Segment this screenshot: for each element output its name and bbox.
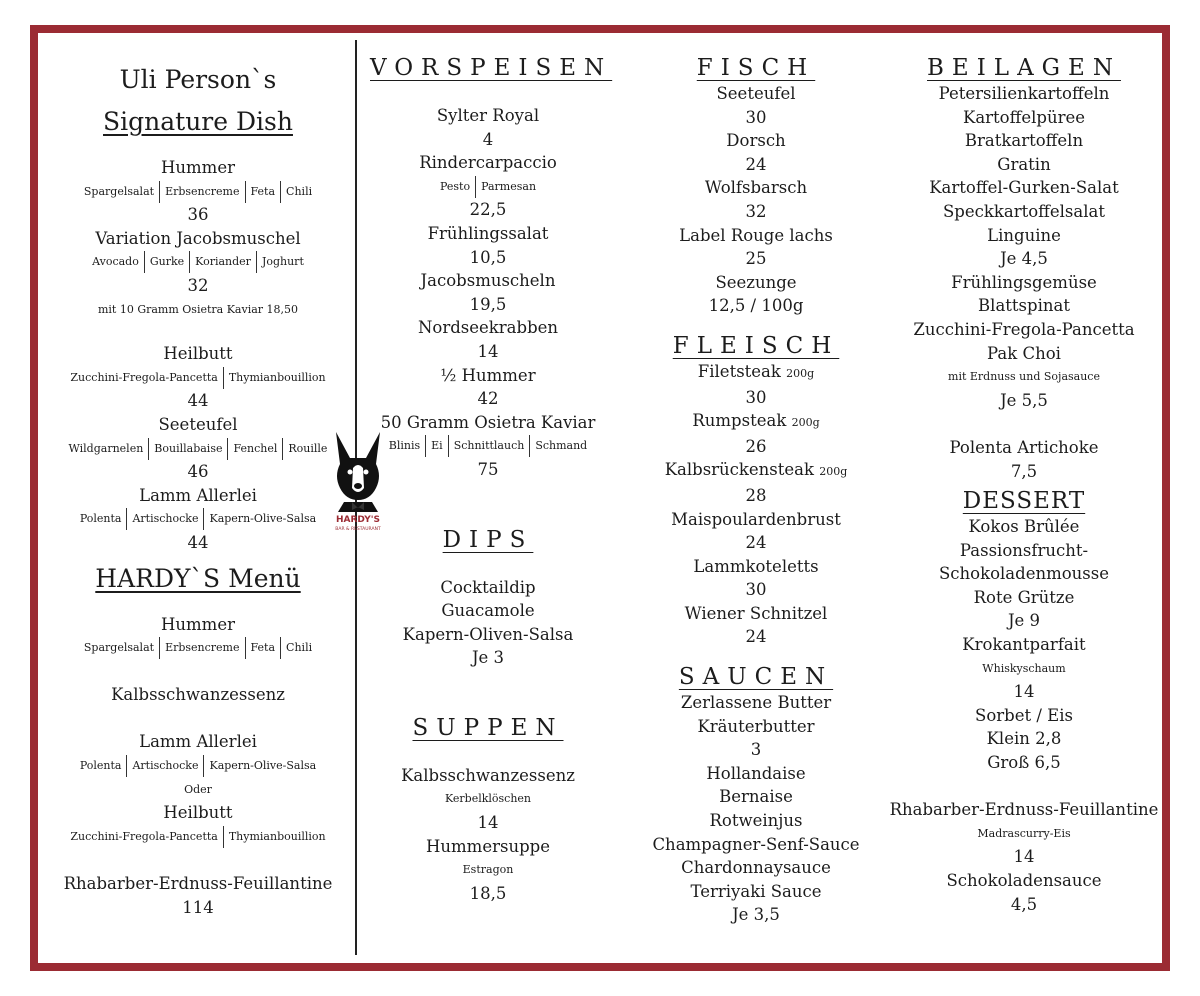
side: Thymianbouillion: [223, 826, 331, 848]
side-name: Frühlingsgemüse: [951, 272, 1097, 292]
dish-name: [636, 458, 876, 484]
dessert-name: Kokos Brûlée: [968, 517, 1080, 537]
section-heading-vorspeisen: VORSPEISEN: [370, 55, 613, 81]
dish-note: Kerbelklöschen: [444, 792, 532, 806]
dish-name: Seeteufel: [158, 414, 238, 434]
dish-sides: [370, 175, 606, 199]
side: Koriander: [189, 251, 256, 273]
dish-name: Sylter Royal: [436, 106, 540, 125]
side: Polenta: [79, 759, 122, 773]
dish-name: Wolfsbarsch: [704, 178, 808, 198]
sauce-name: Rotweinjus: [709, 811, 803, 831]
dish-name: Lammkoteletts: [693, 556, 819, 576]
side: Erbsencreme: [159, 181, 244, 203]
dish-label: Kalbsrückensteak: [664, 460, 815, 480]
dip-name: Kapern-Oliven-Salsa: [402, 624, 574, 644]
section-heading-fisch: FISCH: [696, 55, 816, 81]
sauce-price: Je 3,5: [732, 905, 780, 925]
dish-price: 42: [477, 389, 499, 409]
menu-title: HARDY`S Menü: [95, 563, 301, 593]
dish-name: Nordseekrabben: [417, 318, 559, 338]
dessert-note: Madrascurry-Eis: [977, 826, 1071, 840]
dish-sides: [58, 180, 338, 204]
dish-name: Dorsch: [726, 131, 786, 151]
dish-price: 14: [477, 813, 499, 833]
dish-price: 46: [187, 462, 209, 482]
dessert-price: Groß 6,5: [987, 753, 1061, 773]
dish-sides: [58, 754, 338, 778]
side-price: Je 5,5: [1000, 390, 1048, 410]
dish-sides: [58, 250, 338, 274]
side: Schmand: [529, 435, 592, 457]
dish-name: Label Rouge lachs: [679, 225, 833, 245]
dish-name: Frühlingssalat: [427, 223, 549, 243]
side-price: 7,5: [1010, 461, 1038, 481]
dish-name: Lamm Allerlei: [139, 732, 257, 752]
side: Ei: [425, 435, 448, 457]
dessert-name: Rote Grütze: [973, 587, 1075, 607]
side: Schnittlauch: [448, 435, 530, 457]
side: Pesto: [439, 179, 471, 193]
dish-price: 30: [745, 107, 767, 127]
dessert-name: Schokoladensauce: [946, 871, 1102, 890]
dish-price: 4: [482, 129, 494, 149]
dish-name: Heilbutt: [163, 344, 233, 364]
dish-name: Wiener Schnitzel: [684, 603, 828, 623]
dish-name: Heilbutt: [163, 803, 233, 823]
dish-price: 24: [745, 533, 767, 553]
signature-subtitle: Signature Dish: [103, 107, 293, 136]
sauce-name: Kräuterbutter: [697, 716, 815, 736]
dessert-name: Schokoladenmousse: [938, 564, 1109, 584]
dessert-price: 14: [1013, 682, 1035, 702]
side: Spargelsalat: [83, 641, 155, 655]
dish-sides: [58, 366, 338, 390]
dish-sides: [58, 825, 338, 849]
sauce-name: Zerlassene Butter: [680, 693, 832, 713]
side-note: mit Erdnuss und Sojasauce: [948, 370, 1100, 384]
side-name: Kartoffel-Gurken-Salat: [929, 178, 1119, 198]
section-heading-beilagen: BEILAGEN: [927, 55, 1121, 81]
dish-label: Filetsteak: [697, 361, 781, 381]
dish-price: 32: [745, 201, 767, 221]
dish-weight: 200g: [819, 465, 848, 479]
dish-name: Variation Jacobsmuschel: [95, 228, 301, 248]
dip-name: Guacamole: [441, 601, 535, 621]
sauce-name: Bernaise: [719, 787, 793, 807]
dish-name: Rindercarpaccio: [419, 153, 557, 173]
sauce-name: Terriyaki Sauce: [690, 881, 822, 901]
dish-price: 14: [477, 341, 499, 361]
side-price: Je 4,5: [1000, 249, 1048, 269]
section-heading-dips: DIPS: [442, 526, 534, 553]
dish-name: Seezunge: [715, 272, 797, 292]
side-name: Bratkartoffeln: [964, 131, 1084, 151]
signature-column: [58, 66, 338, 919]
dessert-name: Rhabarber-Erdnuss-Feuillantine: [889, 800, 1159, 820]
dish-price: 28: [745, 485, 767, 505]
dips-price: Je 3: [471, 648, 505, 668]
side-name: Linguine: [987, 225, 1061, 245]
side-name: Kartoffelpüree: [963, 107, 1085, 127]
sauce-name: Chardonnaysauce: [681, 858, 831, 878]
side-name: Polenta Artichoke: [949, 437, 1099, 457]
side: Avocado: [92, 255, 139, 269]
dish-weight: 200g: [786, 366, 815, 380]
dish-price: 44: [187, 391, 209, 411]
side: Gurke: [144, 251, 189, 273]
dish-price: 12,5 / 100g: [708, 296, 804, 316]
side: Joghurt: [256, 251, 309, 273]
section-heading-saucen: SAUCEN: [678, 664, 834, 691]
side: Spargelsalat: [83, 184, 155, 198]
oder-label: Oder: [184, 782, 212, 796]
side: Bouillabaise: [148, 438, 227, 460]
side: Chili: [280, 181, 317, 203]
dish-price: 25: [745, 249, 767, 269]
side: Artischocke: [126, 508, 203, 530]
dish-label: Rumpsteak: [692, 411, 787, 431]
dish-sides: [370, 434, 606, 458]
dish-name: [636, 409, 876, 435]
dish-name: Kalbsschwanzessenz: [111, 685, 285, 705]
dessert-name: Krokantparfait: [962, 635, 1086, 655]
dish-name: Seeteufel: [716, 84, 796, 103]
side: Wildgarnelen: [68, 441, 144, 455]
dish-price: 30: [745, 580, 767, 600]
side: Zucchini-Fregola-Pancetta: [70, 829, 218, 843]
signature-title: Uli Person`s: [119, 65, 277, 94]
side: Thymianbouillion: [223, 367, 331, 389]
dish-name: [636, 360, 876, 386]
fisch-fleisch-column: [636, 54, 876, 927]
dish-price: 44: [187, 532, 209, 552]
side-name: Zucchini-Fregola-Pancetta: [913, 319, 1135, 339]
side: Parmesan: [475, 176, 541, 198]
side: Feta: [245, 181, 281, 203]
side: Fenchel: [227, 438, 282, 460]
dessert-price: Klein 2,8: [986, 729, 1062, 749]
dish-name: Maispoulardenbrust: [671, 509, 841, 529]
dish-sides: [58, 507, 338, 531]
dish-name: 50 Gramm Osietra Kaviar: [380, 412, 596, 432]
sauce-name: Champagner-Senf-Sauce: [652, 834, 860, 854]
dessert-note: Whiskyschaum: [982, 661, 1066, 675]
dish-note: mit 10 Gramm Osietra Kaviar 18,50: [97, 302, 299, 316]
dish-name: Lamm Allerlei: [139, 485, 257, 505]
section-heading-suppen: SUPPEN: [412, 714, 564, 741]
side-name: Pak Choi: [987, 343, 1061, 363]
dish-price: 32: [187, 275, 209, 295]
dish-price: 22,5: [469, 200, 507, 220]
dish-price: 75: [477, 459, 499, 479]
side: Polenta: [79, 512, 122, 526]
svg-text:BAR & RESTAURANT: BAR & RESTAURANT: [335, 527, 381, 532]
dish-name: Kalbsschwanzessenz: [401, 765, 575, 785]
vorspeisen-column: [370, 54, 613, 905]
side: Rouille: [282, 438, 332, 460]
svg-text:HARDY'S: HARDY'S: [336, 515, 380, 525]
dish-name: Hummer: [161, 614, 235, 634]
dish-name: Jacobsmuscheln: [420, 271, 556, 291]
side: Kapern-Olive-Salsa: [203, 508, 321, 530]
dish-sides: [58, 437, 338, 461]
side-name: Speckkartoffelsalat: [943, 201, 1105, 221]
dish-price: 24: [745, 627, 767, 647]
dessert-price: Je 9: [1007, 611, 1041, 631]
dessert-name: Sorbet / Eis: [975, 705, 1073, 725]
section-heading-fleisch: FLEISCH: [672, 332, 840, 359]
dish-price: 30: [745, 387, 767, 407]
dessert-price: 4,5: [1010, 894, 1038, 914]
dish-name: ½ Hummer: [440, 365, 536, 385]
beilagen-dessert-column: [886, 54, 1162, 916]
dish-price: 10,5: [469, 247, 507, 267]
side-name: Petersilienkartoffeln: [938, 84, 1110, 103]
dish-name: Rhabarber-Erdnuss-Feuillantine: [63, 874, 333, 894]
side: Artischocke: [126, 755, 203, 777]
dish-price: 19,5: [469, 294, 507, 314]
side: Blinis: [388, 439, 421, 453]
sauce-price: 3: [750, 740, 762, 760]
dish-price: 36: [187, 205, 209, 225]
dessert-price: 14: [1013, 847, 1035, 867]
dish-price: 18,5: [469, 883, 507, 903]
side: Kapern-Olive-Salsa: [203, 755, 321, 777]
dish-price: 26: [745, 436, 767, 456]
side: Erbsencreme: [159, 637, 244, 659]
section-heading-dessert: DESSERT: [962, 488, 1086, 515]
side-name: Gratin: [997, 154, 1051, 174]
dish-note: Estragon: [462, 863, 514, 877]
dish-name: Hummersuppe: [426, 836, 550, 856]
side: Chili: [280, 637, 317, 659]
dessert-name: Passionsfrucht-: [959, 540, 1089, 560]
dish-price: 24: [745, 154, 767, 174]
dish-weight: 200g: [791, 416, 820, 430]
dip-name: Cocktaildip: [440, 577, 536, 597]
side: Zucchini-Fregola-Pancetta: [70, 370, 218, 384]
side: Feta: [245, 637, 281, 659]
sauce-name: Hollandaise: [706, 763, 806, 783]
dish-sides: [58, 636, 338, 660]
menu-price: 114: [182, 897, 214, 917]
dish-name: Hummer: [161, 158, 235, 177]
side-name: Blattspinat: [978, 296, 1070, 316]
